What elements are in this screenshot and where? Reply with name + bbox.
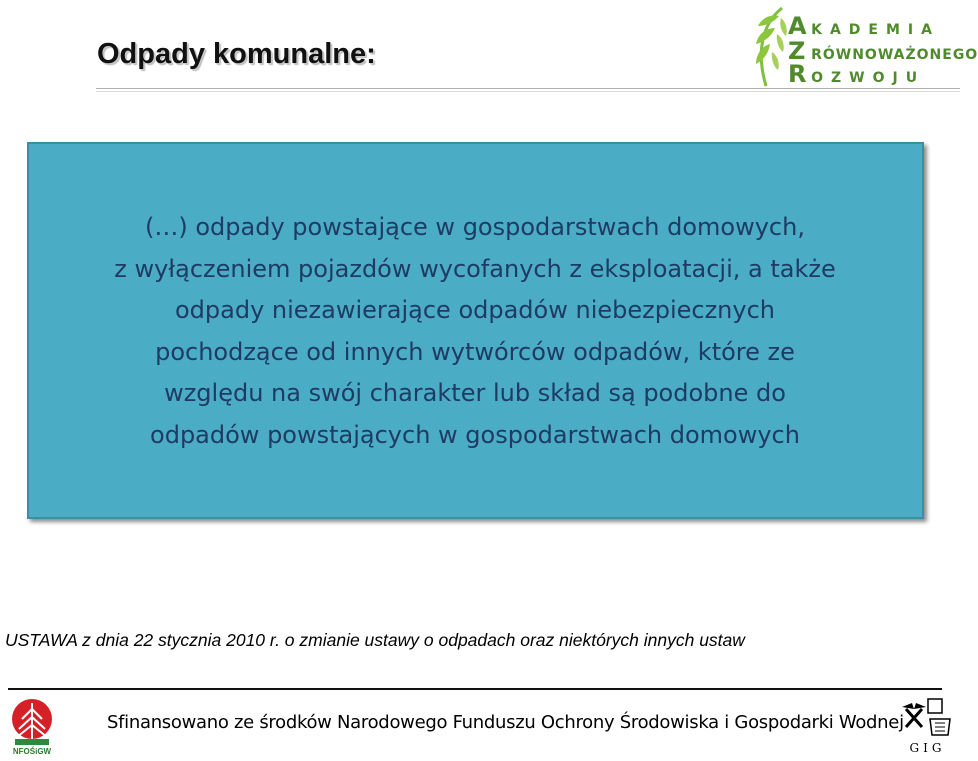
definition-quote xyxy=(40,207,910,457)
slide-title: Odpady komunalne: xyxy=(97,38,376,70)
header-divider xyxy=(96,88,960,89)
logo-word-akademia: KADEMIA xyxy=(811,22,940,38)
logo-initial-r: R xyxy=(788,60,807,88)
logo-initial-a: A xyxy=(788,12,807,40)
hammer-pick-icon xyxy=(900,697,955,741)
header-divider-shadow xyxy=(96,91,960,92)
footer-divider xyxy=(8,688,942,690)
akademia-logo xyxy=(752,4,978,88)
funding-note: Sfinansowano ze środków Narodowego Funduszu Ochrony Środowiska i Gospodarki Wodnej xyxy=(107,712,904,733)
quote-line: odpady niezawierające odpadów niebezpiecznych xyxy=(174,296,776,325)
logo-word-rozwoju: OZWOJU xyxy=(811,70,926,86)
quote-line: (…) odpady powstające w gospodarstwach domowych, xyxy=(145,213,805,241)
leaf-icon xyxy=(752,4,792,88)
nfosigw-logo xyxy=(5,697,59,759)
nfosigw-emblem-icon xyxy=(5,697,59,747)
quote-line: z wyłączeniem pojazdów wycofanych z eksploatacji, a także xyxy=(114,254,836,283)
gig-logo xyxy=(900,697,955,759)
quote-line: odpadów powstających w gospodarstwach domowych xyxy=(150,420,800,449)
gig-label: GIG xyxy=(909,741,946,755)
logo-initial-z: Z xyxy=(788,37,806,65)
quote-line: względu na swój charakter lub skład są podobne do xyxy=(164,379,786,408)
logo-word-zrownowazonego: RÓWNOWAŻONEGO xyxy=(811,47,978,63)
legal-source: USTAWA z dnia 22 stycznia 2010 r. o zmianie ustawy o odpadach oraz niektórych innych ustaw xyxy=(5,630,745,650)
akademia-wordmark xyxy=(788,4,978,88)
quote-line: pochodzące od innych wytwórców odpadów, które ze xyxy=(155,337,795,366)
nfosigw-label: NFOŚiGW xyxy=(12,747,52,756)
